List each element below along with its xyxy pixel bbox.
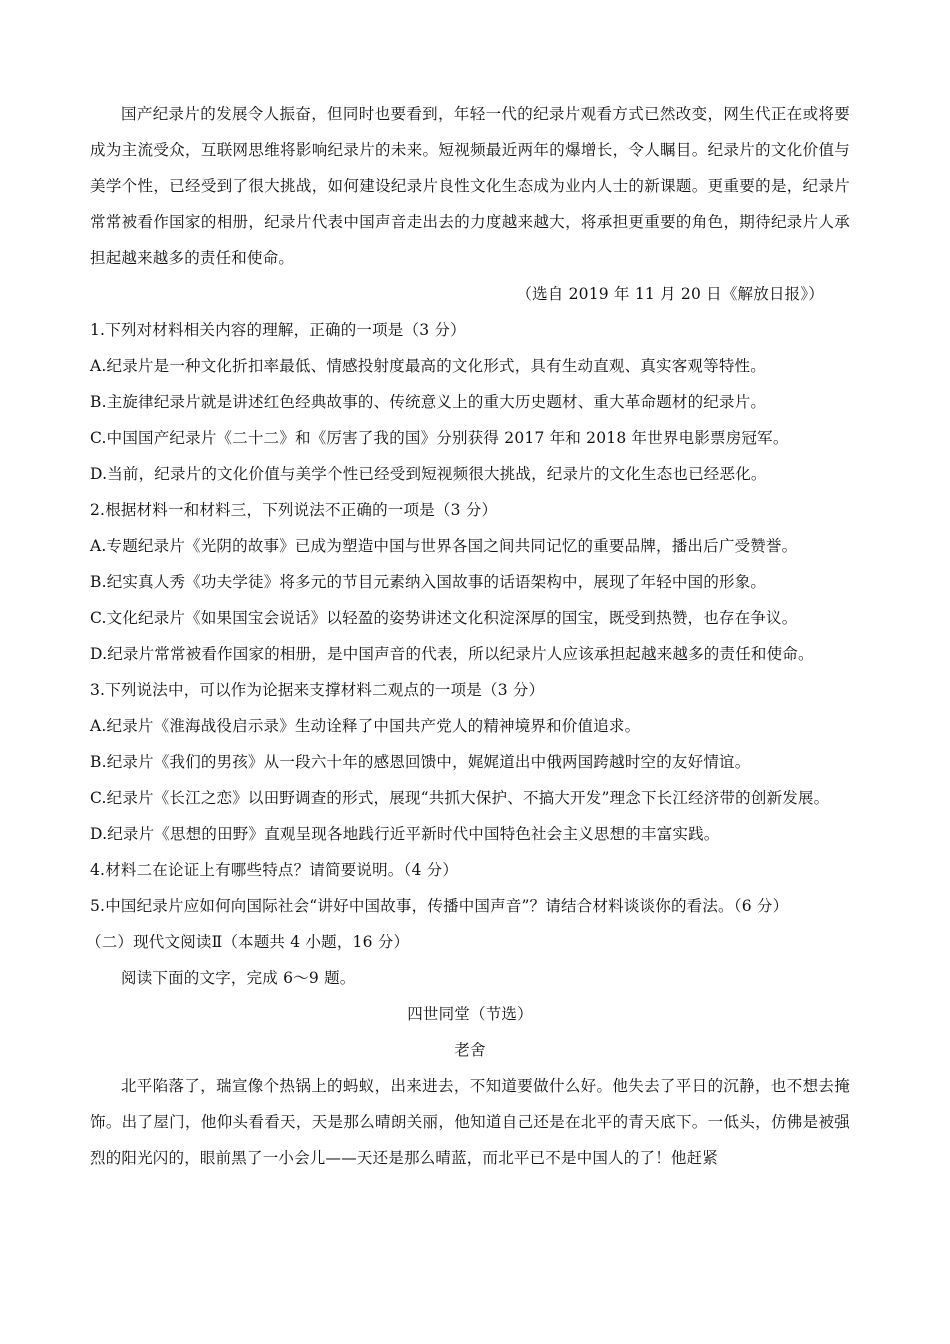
option-c: C.文化纪录片《如果国宝会说话》以轻盈的姿势讲述文化积淀深厚的国宝，既受到热赞，也存在争议。: [90, 609, 798, 627]
option-d: D.纪录片常常被看作国家的相册，是中国声音的代表，所以纪录片人应该承担起越来越多的责任和使命。: [90, 645, 814, 663]
option-a: A.专题纪录片《光阴的故事》已成为塑造中国与世界各国之间共同记忆的重要品牌，播出后广受赞誉。: [90, 537, 798, 555]
option-c: C.中国国产纪录片《二十二》和《厉害了我的国》分别获得 2017 年和 2018 年世界电影票房冠军。: [90, 429, 789, 447]
passage-title: 四世同堂（节选）: [407, 1005, 533, 1023]
option-b: B.纪录片《我们的男孩》从一段六十年的感恩回馈中，娓娓道出中俄两国跨越时空的友好情谊。: [90, 753, 751, 771]
question-stem: 3.下列说法中，可以作为论据来支撑材料二观点的一项是（3 分）: [90, 681, 545, 699]
source-citation: （选自 2019 年 11 月 20 日《解放日报》）: [516, 285, 824, 303]
document-page: [86, 96, 850, 1176]
question-4: 4.材料二在论证上有哪些特点？请简要说明。（4 分）: [90, 861, 459, 879]
question-stem: 1.下列对材料相关内容的理解，正确的一项是（3 分）: [90, 321, 466, 339]
reading-instruction: 阅读下面的文字，完成 6～9 题。: [121, 969, 356, 987]
option-c: C.纪录片《长江之恋》以田野调查的形式，展现“共抓大保护、不搞大开发”理念下长江经济带的创新发展。: [90, 789, 830, 807]
question-5: 5.中国纪录片应如何向国际社会“讲好中国故事，传播中国声音”？请结合材料谈谈你的看法。（6 分）: [90, 897, 789, 915]
question-stem: 2.根据材料一和材料三，下列说法不正确的一项是（3 分）: [90, 501, 498, 519]
option-b: B.纪实真人秀《功夫学徒》将多元的节目元素纳入国故事的话语架构中，展现了年轻中国的形象。: [90, 573, 767, 591]
passage-paragraph: 北平陷落了，瑞宣像个热锅上的蚂蚁，出来进去，不知道要做什么好。他失去了平日的沉静，也不想去掩饰。出了屋门，他仰头看看天，天是那么晴朗关丽，他知道自己还是在北平的青天底下。一低头，仿佛是被强烈的阳光闪的，眼前黑了一小会儿——天还是那么晴蓝，而北平已不是中国人的了！他赶紧: [90, 1077, 850, 1167]
section-heading: （二）现代文阅读Ⅱ（本题共 4 小题，16 分）: [86, 933, 410, 951]
option-a: A.纪录片《淮海战役启示录》生动诠释了中国共产党人的精神境界和价值追求。: [90, 717, 641, 735]
option-d: D.当前，纪录片的文化价值与美学个性已经受到短视频很大挑战，纪录片的文化生态也已经恶化。: [90, 465, 767, 483]
option-b: B.主旋律纪录片就是讲述红色经典故事的、传统意义上的重大历史题材、重大革命题材的纪录片。: [90, 393, 767, 411]
option-a: A.纪录片是一种文化折扣率最低、情感投射度最高的文化形式，具有生动直观、真实客观等特性。: [90, 357, 766, 375]
question-2: [90, 492, 850, 672]
material-paragraph: 国产纪录片的发展令人振奋，但同时也要看到，年轻一代的纪录片观看方式已然改变，网生代正在或将要成为主流受众，互联网思维将影响纪录片的未来。短视频最近两年的爆增长，令人瞩目。纪录片的文化价值与美学个性，已经受到了很大挑战，如何建设纪录片良性文化生态成为业内人士的新课题。更重要的是，纪录片常常被看作国家的相册，纪录片代表中国声音走出去的力度越来越大，将承担更重要的角色，期待纪录片人承担起越来越多的责任和使命。: [90, 105, 850, 267]
question-1: [90, 312, 850, 492]
passage-author: 老舍: [454, 1041, 486, 1059]
question-3: [90, 672, 850, 852]
option-d: D.纪录片《思想的田野》直观呈现各地践行近平新时代中国特色社会主义思想的丰富实践。: [90, 825, 720, 843]
